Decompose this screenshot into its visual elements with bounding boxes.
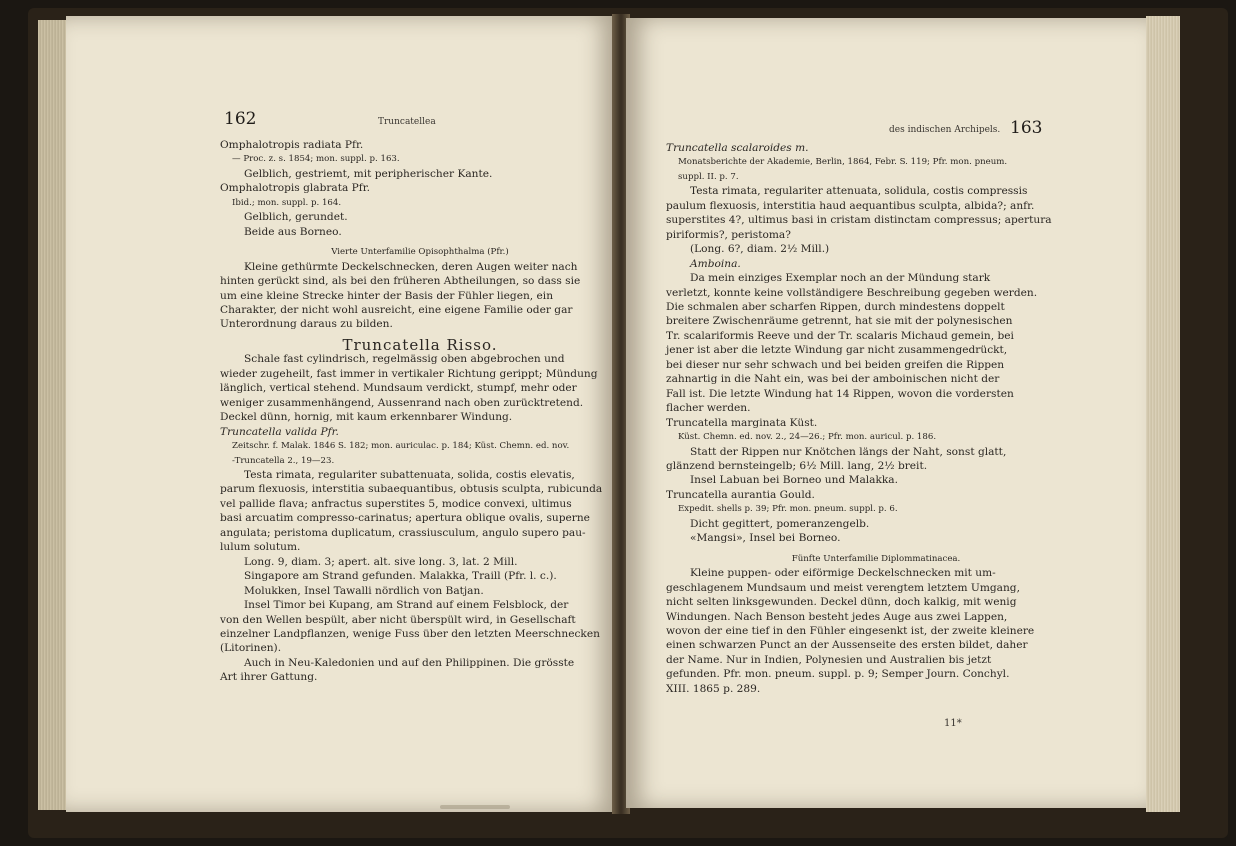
text-line: von den Wellen bespült, aber nicht überspült wird, in Gesellschaft bbox=[220, 613, 576, 626]
text-line: geschlagenem Mundsaum und meist verengtem letztem Umgang, bbox=[666, 581, 1020, 594]
text-line: vel pallide flava; anfractus superstites 5, modice convexi, ultimus bbox=[220, 497, 572, 510]
text-line: wieder zugeheilt, fast immer in vertikaler Richtung gerippt; Mündung bbox=[220, 367, 598, 380]
text-line: Omphalotropis glabrata Pfr. bbox=[220, 182, 370, 195]
text-line: Auch in Neu-Kaledonien und auf den Philippinen. Die grösste bbox=[244, 656, 575, 669]
text-line: XIII. 1865 p. 289. bbox=[666, 682, 761, 695]
text-line: Insel Labuan bei Borneo und Malakka. bbox=[690, 474, 898, 487]
text-line: der Name. Nur in Indien, Polynesien und Australien bis jetzt bbox=[666, 653, 992, 666]
text-line: Die schmalen aber scharfen Rippen, durch mindestens doppelt bbox=[666, 300, 1005, 313]
text-line: lulum solutum. bbox=[220, 541, 301, 554]
text-line: glänzend bernsteingelb; 6½ Mill. lang, 2½ breit. bbox=[666, 459, 928, 472]
text-line: Zeitschr. f. Malak. 1846 S. 182; mon. auriculac. p. 184; Küst. Chemn. ed. nov. bbox=[232, 441, 570, 452]
text-line: Art ihrer Gattung. bbox=[220, 671, 318, 684]
text-line: Gelblich, gestriemt, mit peripherischer Kante. bbox=[244, 167, 493, 180]
text-line: Expedit. shells p. 39; Pfr. mon. pneum. suppl. p. 6. bbox=[678, 504, 898, 515]
text-line: Singapore am Strand gefunden. Malakka, Traill (Pfr. l. c.). bbox=[244, 570, 557, 583]
text-line: Küst. Chemn. ed. nov. 2., 24—26.; Pfr. mon. auricul. p. 186. bbox=[678, 432, 937, 443]
text-line: um eine kleine Strecke hinter der Basis der Fühler liegen, ein bbox=[220, 289, 554, 302]
text-line: bei dieser nur sehr schwach und bei beiden greifen die Rippen bbox=[666, 358, 1005, 371]
text-line: nicht selten linksgewunden. Deckel dünn, doch kalkig, mit wenig bbox=[666, 596, 1017, 609]
text-line: (Long. 6?, diam. 2½ Mill.) bbox=[690, 243, 830, 256]
text-line: Ibid.; mon. suppl. p. 164. bbox=[232, 197, 342, 208]
text-line: Truncatella scalaroides m. bbox=[666, 142, 809, 154]
right-running-head: des indischen Archipels. bbox=[889, 125, 1001, 135]
text-line: (Litorinen). bbox=[220, 642, 282, 655]
text-line: Amboina. bbox=[690, 257, 741, 270]
signature-mark: 11* bbox=[944, 718, 962, 729]
text-line: gefunden. Pfr. mon. pneum. suppl. p. 9; Semper Journ. Conchyl. bbox=[666, 668, 1010, 681]
text-line: jener ist aber die letzte Windung gar nicht zusammengedrückt, bbox=[666, 344, 1008, 357]
text-line: Schale fast cylindrisch, regelmässig oben abgebrochen und bbox=[244, 353, 565, 366]
left-page-edges bbox=[38, 20, 66, 810]
text-line: angulata; peristoma duplicatum, crassiusculum, angulo supero pau- bbox=[220, 526, 586, 539]
right-page bbox=[626, 18, 1146, 808]
text-line: Monatsberichte der Akademie, Berlin, 1864, Febr. S. 119; Pfr. mon. pneum. bbox=[678, 157, 1008, 168]
text-line: Vierte Unterfamilie Opisophthalma (Pfr.) bbox=[331, 247, 509, 258]
right-page-number: 163 bbox=[1010, 118, 1043, 138]
text-line: parum flexuosis, interstitia subaequantibus, obtusis sculpta, rubicunda bbox=[220, 483, 603, 496]
text-line: flacher werden. bbox=[666, 402, 751, 415]
text-line: superstites 4?, ultimus basi in cristam distinctam compressus; apertura bbox=[666, 214, 1052, 227]
text-line: piriformis?, peristoma? bbox=[666, 228, 791, 241]
text-line: — Proc. z. s. 1854; mon. suppl. p. 163. bbox=[232, 154, 400, 165]
text-line: Truncatella valida Pfr. bbox=[220, 425, 339, 438]
text-line: Da mein einziges Exemplar noch an der Mündung stark bbox=[690, 272, 991, 285]
text-line: Truncatella marginata Küst. bbox=[666, 416, 818, 429]
text-line: Kleine puppen- oder eiförmige Deckelschnecken mit um- bbox=[690, 567, 996, 580]
text-line: hinten gerückt sind, als bei den früheren Abtheilungen, so dass sie bbox=[220, 275, 581, 288]
text-line: Charakter, der nicht wohl ausreicht, eine eigene Familie oder gar bbox=[220, 303, 573, 316]
text-line: Dicht gegittert, pomeranzengelb. bbox=[690, 517, 870, 530]
text-line: zahnartig in die Naht ein, was bei der amboinischen nicht der bbox=[666, 373, 1000, 386]
text-line: Beide aus Borneo. bbox=[244, 225, 342, 238]
text-line: wovon der eine tief in den Fühler eingesenkt ist, der zweite kleinere bbox=[666, 624, 1035, 637]
text-line: Truncatella Risso. bbox=[342, 335, 498, 354]
left-page bbox=[66, 16, 616, 812]
text-line: Molukken, Insel Tawalli nördlich von Batjan. bbox=[244, 584, 484, 597]
text-line: Statt der Rippen nur Knötchen längs der Naht, sonst glatt, bbox=[690, 445, 1007, 458]
text-line: Long. 9, diam. 3; apert. alt. sive long. 3, lat. 2 Mill. bbox=[244, 555, 518, 568]
text-line: Fall ist. Die letzte Windung hat 14 Rippen, wovon die vordersten bbox=[666, 387, 1014, 400]
text-line: «Mangsi», Insel bei Borneo. bbox=[690, 532, 841, 545]
text-line: breitere Zwischenräume getrennt, hat sie mit der polynesischen bbox=[666, 315, 1013, 328]
text-line: suppl. II. p. 7. bbox=[678, 171, 739, 182]
text-line: einzelner Landpflanzen, wenige Fuss über den letzten Meerschnecken bbox=[220, 627, 600, 640]
paper-smudge bbox=[440, 805, 510, 809]
left-running-head: Truncatellea bbox=[378, 117, 436, 127]
text-line: Windungen. Nach Benson besteht jedes Auge aus zwei Lappen, bbox=[666, 610, 1008, 623]
text-line: weniger zusammenhängend, Aussenrand nach oben zurücktretend. bbox=[220, 396, 584, 409]
text-line: Insel Timor bei Kupang, am Strand auf einem Felsblock, der bbox=[244, 599, 569, 612]
text-line: Omphalotropis radiata Pfr. bbox=[220, 139, 364, 151]
text-line: Tr. scalariformis Reeve und der Tr. scalaris Michaud gemein, bei bbox=[666, 329, 1014, 342]
text-line: verletzt, konnte keine vollständigere Beschreibung gegeben werden. bbox=[666, 286, 1038, 299]
left-page-body bbox=[220, 138, 620, 685]
text-line: basi arcuatim compresso-carinatus; apertura oblique ovalis, superne bbox=[220, 512, 590, 525]
text-line: einen schwarzen Punct an der Aussenseite des ersten bildet, daher bbox=[666, 639, 1028, 652]
text-line: Kleine gethürmte Deckelschnecken, deren Augen weiter nach bbox=[244, 260, 578, 273]
text-line: länglich, vertical stehend. Mundsaum verdickt, stumpf, mehr oder bbox=[220, 382, 577, 395]
text-line: -Truncatella 2., 19—23. bbox=[232, 455, 335, 466]
right-page-body bbox=[666, 141, 1086, 696]
text-line: Unterordnung daraus zu bilden. bbox=[220, 318, 393, 331]
text-line: Gelblich, gerundet. bbox=[244, 211, 348, 224]
text-line: Truncatella aurantia Gould. bbox=[666, 488, 815, 501]
text-line: Testa rimata, regulariter attenuata, solidula, costis compressis bbox=[690, 185, 1028, 198]
text-line: Fünfte Unterfamilie Diplommatinacea. bbox=[791, 553, 961, 564]
right-page-edges bbox=[1146, 16, 1180, 812]
text-line: Deckel dünn, hornig, mit kaum erkennbarer Windung. bbox=[220, 411, 513, 424]
text-line: Testa rimata, regulariter subattenuata, solida, costis elevatis, bbox=[244, 468, 575, 481]
left-page-number: 162 bbox=[224, 109, 257, 129]
text-line: paulum flexuosis, interstitia haud aequantibus sculpta, albida?; anfr. bbox=[666, 199, 1035, 212]
